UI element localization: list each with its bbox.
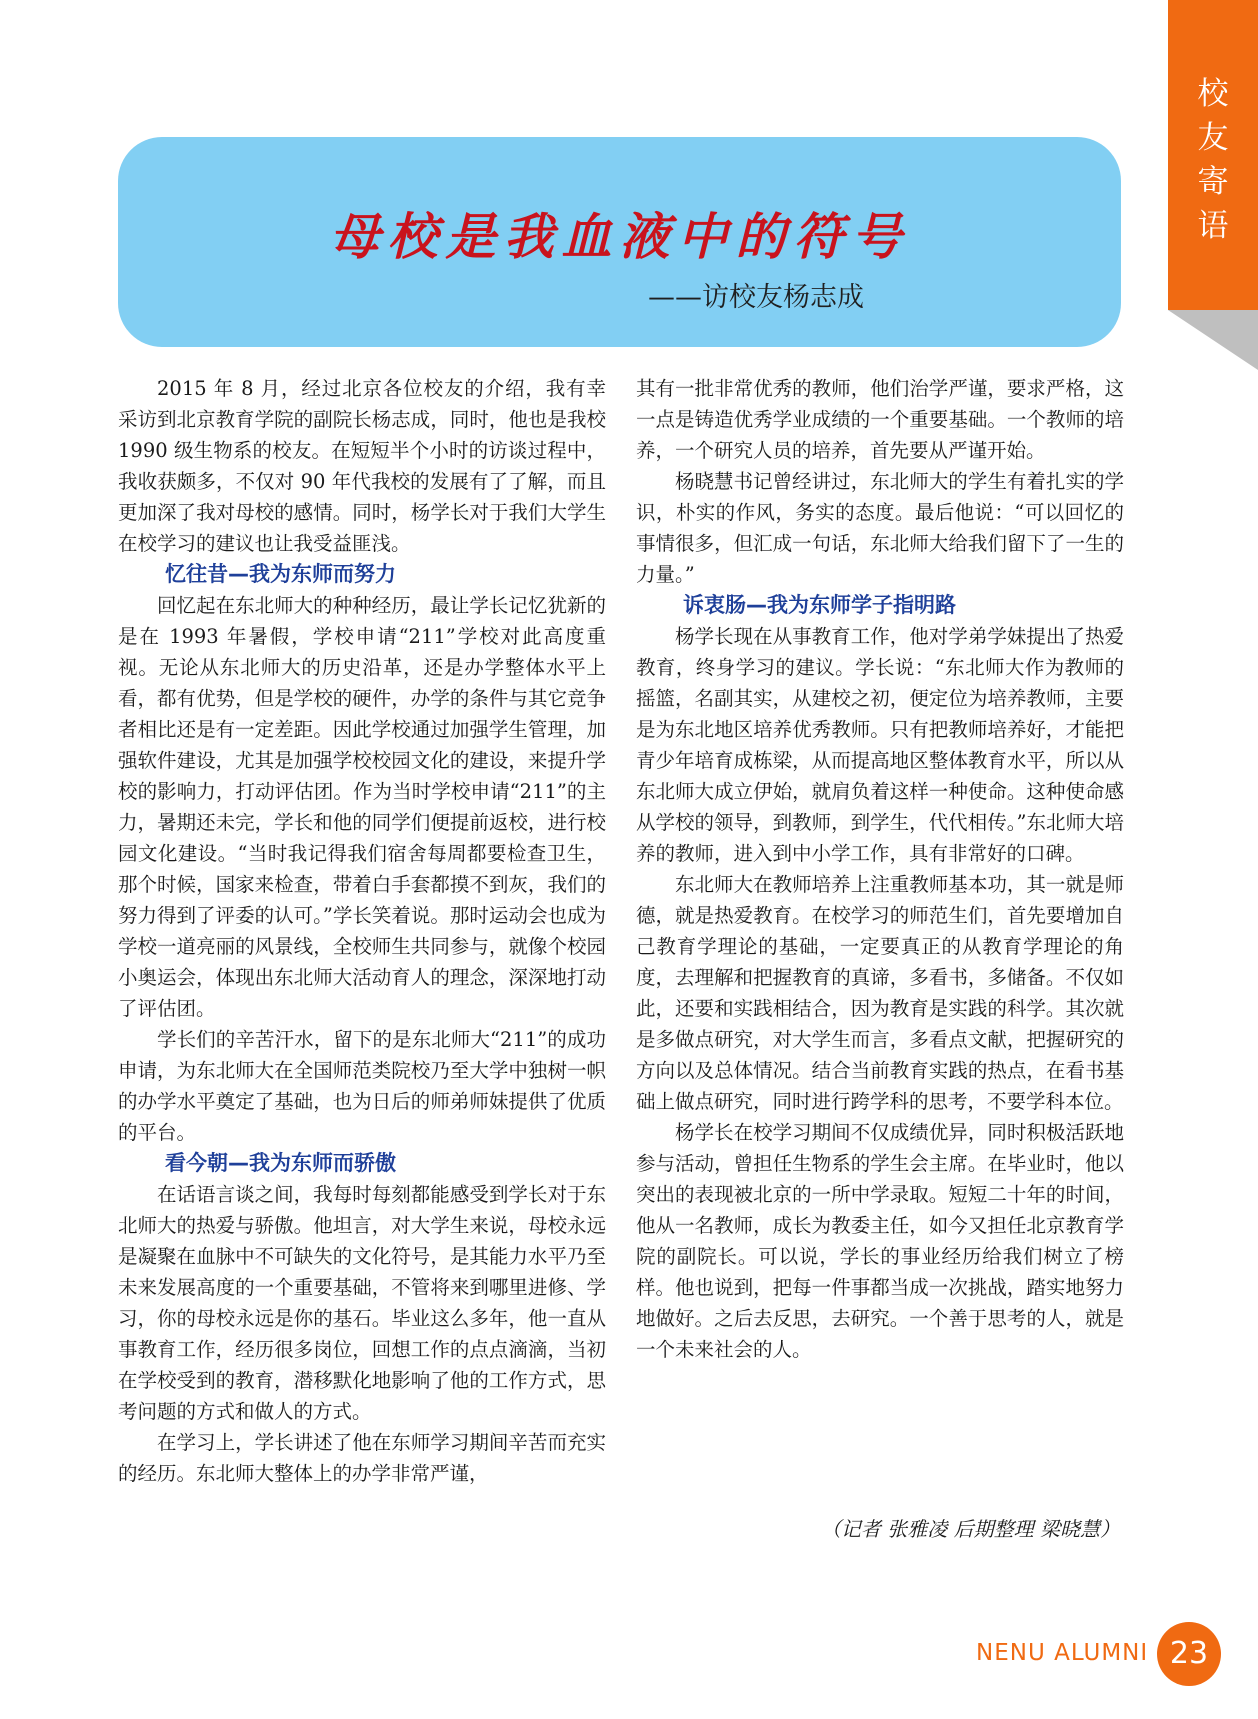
section-tab-label [1168, 72, 1258, 248]
section-heading: 看今朝—我为东师而骄傲 [165, 1151, 396, 1175]
section-heading: 诉衷肠—我为东师学子指明路 [683, 593, 956, 617]
section-tab-shadow [1168, 310, 1258, 370]
footer-brand: NENU ALUMNI [976, 1640, 1149, 1666]
paragraph: 回忆起在东北师大的种种经历，最让学长记忆犹新的是在 1993 年暑假，学校申请“211”学校对此高度重视。无论从东北师大的历史沿革，还是办学整体水平上看，都有优势，但是学校的硬件，办学的条件与其它竞争者相比还是有一定差距。因此学校通过加强学生管理，加强软件建设，尤其是加强学校校园文化的建设，来提升学校的影响力，打动评估团。作为当时学校申请“211”的主力，暑期还未完，学长和他的同学们便提前返校，进行校园文化建设。“当时我记得我们宿舍每周都要检查卫生，那个时候，国家来检查，带着白手套都摸不到灰，我们的努力得到了评委的认可。”学长笑着说。那时运动会也成为学校一道亮丽的风景线，全校师生共同参与，就像个校园小奥运会，体现出东北师大活动育人的理念，深深地打动了评估团。 [118, 594, 606, 1020]
paragraph: 杨晓慧书记曾经讲过，东北师大的学生有着扎实的学识，朴实的作风，务实的态度。最后他说：“可以回忆的事情很多，但汇成一句话，东北师大给我们留下了一生的力量。” [636, 470, 1124, 586]
page-number: 23 [1157, 1622, 1221, 1686]
section-tab-char: 友 [1197, 120, 1229, 156]
paragraph: 在话语言谈之间，我每时每刻都能感受到学长对于东北师大的热爱与骄傲。他坦言，对大学生来说，母校永远是凝聚在血脉中不可缺失的文化符号，是其能力水平乃至未来发展高度的一个重要基础，不管将来到哪里进修、学习，你的母校永远是你的基石。毕业这么多年，他一直从事教育工作，经历很多岗位，回想工作的点点滴滴，当初在学校受到的教育，潜移默化地影响了他的工作方式，思考问题的方式和做人的方式。 [118, 1183, 606, 1423]
paragraph: 东北师大在教师培养上注重教师基本功，其一就是师德，就是热爱教育。在校学习的师范生们，首先要增加自己教育学理论的基础，一定要真正的从教育学理论的角度，去理解和把握教育的真谛，多看书，多储备。不仅如此，还要和实践相结合，因为教育是实践的科学。其次就是多做点研究，对大学生而言，多看点文献，把握研究的方向以及总体情况。结合当前教育实践的热点，在看书基础上做点研究，同时进行跨学科的思考，不要学科本位。 [636, 873, 1124, 1113]
paragraph: 杨学长在校学习期间不仅成绩优异，同时积极活跃地参与活动，曾担任生物系的学生会主席。在毕业时，他以突出的表现被北京的一所中学录取。短短二十年的时间，他从一名教师，成长为教委主任，如今又担任北京教育学院的副院长。可以说，学长的事业经历给我们树立了榜样。他也说到，把每一件事都当成一次挑战，踏实地努力地做好。之后去反思，去研究。一个善于思考的人，就是一个未来社会的人。 [636, 1121, 1124, 1361]
paragraph: 学长们的辛苦汗水，留下的是东北师大“211”的成功申请，为东北师大在全国师范类院校乃至大学中独树一帜的办学水平奠定了基础，也为日后的师弟师妹提供了优质的平台。 [118, 1028, 606, 1144]
section-tab-char: 语 [1197, 208, 1229, 244]
byline: （记者 张雅凌 后期整理 梁晓慧） [820, 1517, 1120, 1541]
paragraph: 在学习上，学长讲述了他在东师学习期间辛苦而充实的经历。东北师大整体上的办学非常严谨， [118, 1431, 606, 1485]
section-tab-char: 校 [1197, 76, 1229, 112]
left-column [118, 373, 606, 1489]
section-tab-char: 寄 [1197, 164, 1229, 200]
paragraph: 杨学长现在从事教育工作，他对学弟学妹提出了热爱教育，终身学习的建议。学长说：“东北师大作为教师的摇篮，名副其实，从建校之初，便定位为培养教师，主要是为东北地区培养优秀教师。只有把教师培养好，才能把青少年培育成栋梁，从而提高地区整体教育水平，所以从东北师大成立伊始，就肩负着这样一种使命。这种使命感从学校的领导，到教师，到学生，代代相传。”东北师大培养的教师，进入到中小学工作，具有非常好的口碑。 [636, 625, 1124, 865]
paragraph: 其有一批非常优秀的教师，他们治学严谨，要求严格，这一点是铸造优秀学业成绩的一个重要基础。一个教师的培养，一个研究人员的培养，首先要从严谨开始。 [636, 377, 1124, 462]
title-banner [118, 137, 1121, 347]
section-heading: 忆往昔—我为东师而努力 [165, 562, 396, 586]
article-title: 母校是我血液中的符号 [329, 207, 910, 266]
article-subtitle: ——访校友杨志成 [648, 282, 864, 313]
right-column [636, 373, 1124, 1365]
paragraph: 2015 年 8 月，经过北京各位校友的介绍，我有幸采访到北京教育学院的副院长杨志成，同时，他也是我校 1990 级生物系的校友。在短短半个小时的访谈过程中，我收获颇多，不仅对 90 年代我校的发展有了了解，而且更加深了我对母校的感情。同时，杨学长对于我们大学生在校学习的建议也让我受益匪浅。 [118, 377, 606, 555]
